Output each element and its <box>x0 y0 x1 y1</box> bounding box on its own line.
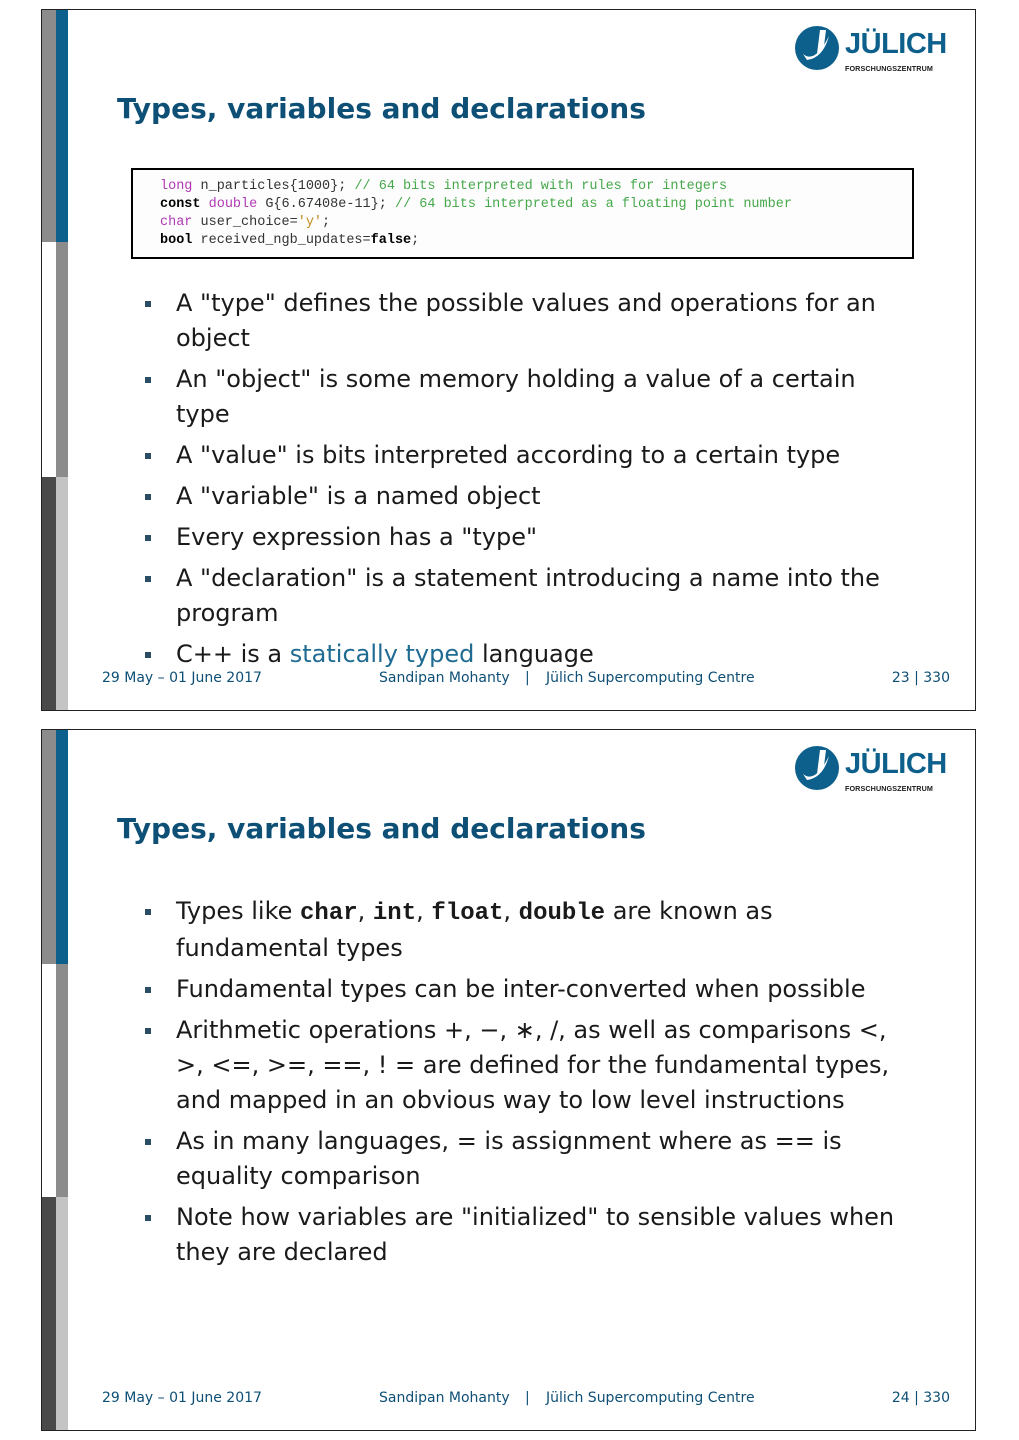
list-item: A "value" is bits interpreted according to a certain type <box>142 438 912 473</box>
bullet-text: language <box>474 640 594 668</box>
logo-wordmark: JÜLICH <box>845 748 947 780</box>
page-separator: | <box>914 670 919 686</box>
page-separator: | <box>914 1390 919 1406</box>
code-keyword: false <box>370 233 412 248</box>
page-current: 24 <box>891 1390 910 1406</box>
footer-date: 29 May – 01 June 2017 <box>102 670 262 686</box>
julich-logo-icon <box>793 744 841 792</box>
page-number <box>892 670 950 686</box>
code-keyword: bool <box>160 233 193 248</box>
list-item: Every expression has a "type" <box>142 520 912 555</box>
code-text: ; <box>411 233 420 248</box>
list-item: Note how variables are "initialized" to sensible values when they are declared <box>142 1200 912 1270</box>
side-accent-bar <box>42 10 68 710</box>
bullet-list <box>142 894 912 1276</box>
code-text: G{6.67408e-11}; <box>257 197 395 212</box>
logo-subtitle: FORSCHUNGSZENTRUM <box>845 784 933 793</box>
julich-logo <box>793 742 953 794</box>
bullet-list <box>142 286 912 678</box>
logo-wordmark: JÜLICH <box>845 28 947 60</box>
type-keyword: char <box>300 900 358 927</box>
code-text: ; <box>322 215 331 230</box>
footer-author: Sandipan Mohanty <box>379 1390 510 1406</box>
slide-title: Types, variables and declarations <box>117 92 646 125</box>
page-current: 23 <box>891 670 910 686</box>
bullet-text: , <box>503 897 519 925</box>
list-item: Arithmetic operations +, −, ∗, /, as well as comparisons <, >, <=, >=, ==, ! = are defined for the fundamental types, and mapped in an obvious way to low level instructions <box>142 1013 912 1118</box>
footer-organization: Jülich Supercomputing Centre <box>546 670 755 686</box>
side-accent-bar <box>42 730 68 1430</box>
code-comment: // 64 bits interpreted with rules for integers <box>354 179 728 194</box>
footer-organization: Jülich Supercomputing Centre <box>546 1390 755 1406</box>
list-item: A "declaration" is a statement introducing a name into the program <box>142 561 912 631</box>
bullet-text: Types like <box>176 897 301 925</box>
slide-footer <box>42 1390 975 1410</box>
logo-subtitle: FORSCHUNGSZENTRUM <box>845 64 933 73</box>
code-text: user_choice= <box>192 215 298 230</box>
slide-24 <box>41 729 976 1431</box>
highlighted-term: statically typed <box>289 640 475 668</box>
slide-title: Types, variables and declarations <box>117 812 646 845</box>
code-keyword: char <box>160 215 193 230</box>
slide-footer <box>42 670 975 690</box>
list-item: As in many languages, = is assignment where as == is equality comparison <box>142 1124 912 1194</box>
code-comment: // 64 bits interpreted as a floating point number <box>394 197 792 212</box>
page-number <box>892 1390 950 1406</box>
type-keyword: int <box>372 900 417 927</box>
bullet-text: C++ is a <box>176 640 290 668</box>
footer-author: Sandipan Mohanty <box>379 670 510 686</box>
julich-logo <box>793 22 953 74</box>
bullet-text: , <box>416 897 432 925</box>
list-item <box>142 637 912 672</box>
code-keyword: long <box>160 179 193 194</box>
bullet-text: , <box>357 897 373 925</box>
list-item <box>142 894 912 966</box>
footer-date: 29 May – 01 June 2017 <box>102 1390 262 1406</box>
list-item: Fundamental types can be inter-converted when possible <box>142 972 912 1007</box>
bullet-text: are known as fundamental types <box>176 897 773 962</box>
code-keyword: const <box>160 197 201 212</box>
page-total: 330 <box>923 1390 950 1406</box>
list-item: An "object" is some memory holding a value of a certain type <box>142 362 912 432</box>
code-char-literal: 'y' <box>297 215 323 230</box>
type-keyword: float <box>431 900 504 927</box>
footer-separator: | <box>525 1390 530 1406</box>
julich-logo-icon <box>793 24 841 72</box>
code-text: received_ngb_updates= <box>192 233 371 248</box>
slide-23 <box>41 9 976 711</box>
code-text: n_particles{1000}; <box>192 179 355 194</box>
type-keyword: double <box>518 900 606 927</box>
footer-separator: | <box>525 670 530 686</box>
list-item: A "type" defines the possible values and operations for an object <box>142 286 912 356</box>
page-total: 330 <box>923 670 950 686</box>
list-item: A "variable" is a named object <box>142 479 912 514</box>
code-block <box>131 168 914 259</box>
code-keyword: double <box>208 197 258 212</box>
